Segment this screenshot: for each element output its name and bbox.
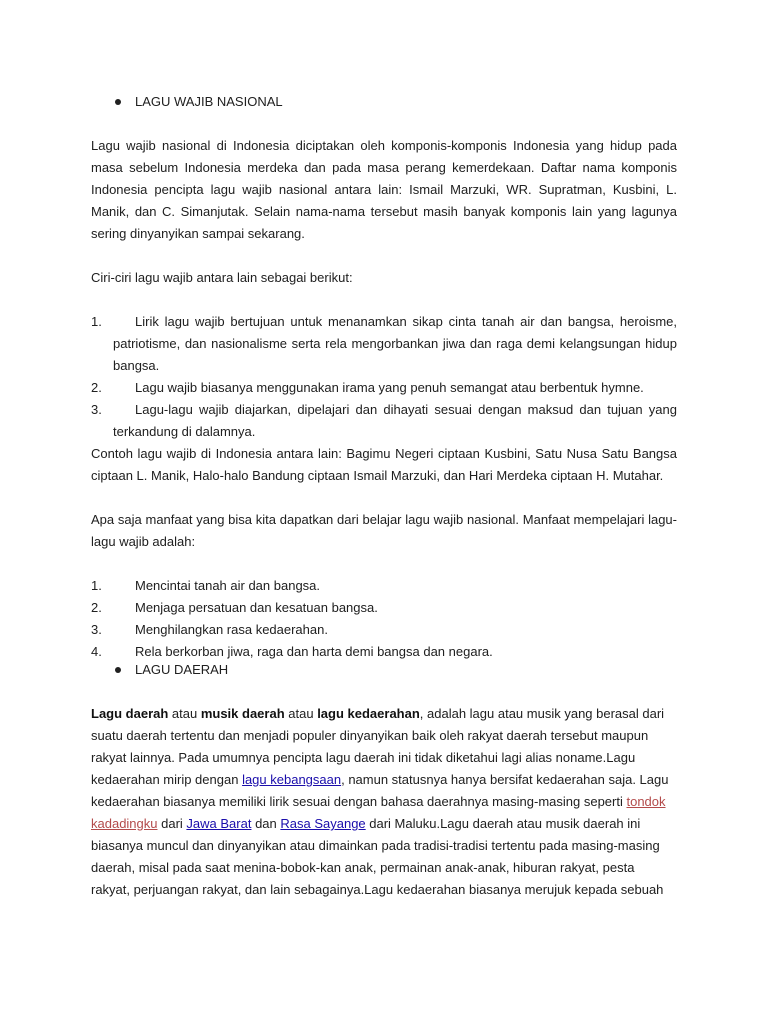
item-number: 4. — [91, 644, 102, 659]
item-text: Lagu-lagu wajib diajarkan, dipelajari dan dihayati sesuai dengan maksud dan tujuan yang terkandung di dalamnya. — [113, 402, 677, 439]
paragraph-text: dari Maluku.Lagu daerah atau musik daerah ini biasanya muncul dan dinyanyikan atau dimainkan pada tradisi-tradisi tertentu pada masing-masing daerah, misal pada saat menina-bobok-kan anak, permainan anak-anak, hiburan rakyat, pesta rakyat, perjuangan rakyat, dan lain sebagainya.Lagu kedaerahan biasanya merujuk kepada sebuah — [91, 816, 664, 897]
item-text: Mencintai tanah air dan bangsa. — [135, 578, 321, 593]
paragraph-text: dari — [157, 816, 187, 831]
ciri-item — [91, 377, 677, 399]
intro-paragraph: Lagu wajib nasional di Indonesia diciptakan oleh komponis-komponis Indonesia yang hidup pada masa sebelum Indonesia merdeka dan pada masa perang kemerdekaan. Daftar nama komponis Indonesia pencipta lagu wajib nasional antara lain: Ismail Marzuki, WR. Supratman, Kusbini, L. Manik, dan C. Simanjutak. Selain nama-nama tersebut masih banyak komponis lain yang lagunya sering dinyanyikan sampai sekarang. — [91, 138, 677, 241]
link-tondok-kadadingku[interactable]: tondok kadadingku — [91, 794, 666, 831]
item-number: 1. — [91, 578, 102, 593]
bullet-icon — [115, 667, 121, 673]
bold-term: musik daerah — [200, 706, 285, 721]
link-lagu-kebangsaan[interactable]: lagu kebangsaan — [242, 772, 342, 787]
bold-term: lagu kedaerahan — [317, 706, 420, 721]
paragraph-text: dan — [251, 816, 281, 831]
bullet-icon — [115, 99, 121, 105]
item-text: Lirik lagu wajib bertujuan untuk menanamkan sikap cinta tanah air dan bangsa, heroisme, patriotisme, dan nasionalisme serta rela mengorbankan jiwa dan raga demi kelangsungan hidup bangsa. — [113, 314, 677, 373]
paragraph-text: atau — [284, 706, 318, 721]
manfaat-intro: Apa saja manfaat yang bisa kita dapatkan dari belajar lagu wajib nasional. Manfaat mempelajari lagu-lagu wajib adalah: — [91, 512, 677, 549]
lagu-daerah-paragraph — [91, 703, 677, 901]
ciri-intro: Ciri-ciri lagu wajib antara lain sebagai berikut: — [91, 270, 353, 285]
item-text: Menghilangkan rasa kedaerahan. — [135, 622, 328, 637]
item-number: 2. — [91, 600, 102, 615]
ciri-item — [91, 311, 677, 377]
item-text: Lagu wajib biasanya menggunakan irama yang penuh semangat atau berbentuk hymne. — [135, 380, 644, 395]
item-text: Rela berkorban jiwa, raga dan harta demi bangsa dan negara. — [135, 644, 493, 659]
link-rasa-sayange[interactable]: Rasa Sayange — [280, 816, 366, 831]
section-heading-lagu-daerah — [91, 659, 677, 681]
manfaat-item — [91, 619, 677, 641]
heading-text: LAGU DAERAH — [135, 662, 229, 677]
item-number: 3. — [91, 622, 102, 637]
item-text: Menjaga persatuan dan kesatuan bangsa. — [135, 600, 378, 615]
manfaat-item — [91, 597, 677, 619]
link-jawa-barat[interactable]: Jawa Barat — [186, 816, 252, 831]
item-number: 1. — [91, 314, 102, 329]
section-heading-lagu-wajib — [91, 91, 677, 113]
paragraph-text: , namun statusnya hanya bersifat kedaerahan saja. Lagu kedaerahan biasanya memiliki lirik sesuai dengan bahasa daerahnya masing-masing seperti — [91, 772, 669, 809]
item-number: 2. — [91, 380, 102, 395]
manfaat-item — [91, 575, 677, 597]
paragraph-text: atau — [168, 706, 201, 721]
paragraph-text: , adalah lagu atau musik yang berasal dari suatu daerah tertentu dan menjadi populer dinyanyikan baik oleh rakyat daerah tersebut maupun rakyat lainnya. Pada umumnya pencipta lagu daerah ini tidak diketahui lagi alias noname.Lagu kedaerahan mirip dengan — [91, 706, 665, 787]
item-number: 3. — [91, 402, 102, 417]
ciri-item — [91, 399, 677, 443]
heading-text: LAGU WAJIB NASIONAL — [135, 94, 283, 109]
document-page — [91, 91, 677, 901]
contoh-paragraph: Contoh lagu wajib di Indonesia antara lain: Bagimu Negeri ciptaan Kusbini, Satu Nusa Satu Bangsa ciptaan L. Manik, Halo-halo Bandung ciptaan Ismail Marzuki, dan Hari Merdeka ciptaan H. Mutahar. — [91, 446, 677, 483]
bold-term: Lagu daerah — [91, 706, 169, 721]
